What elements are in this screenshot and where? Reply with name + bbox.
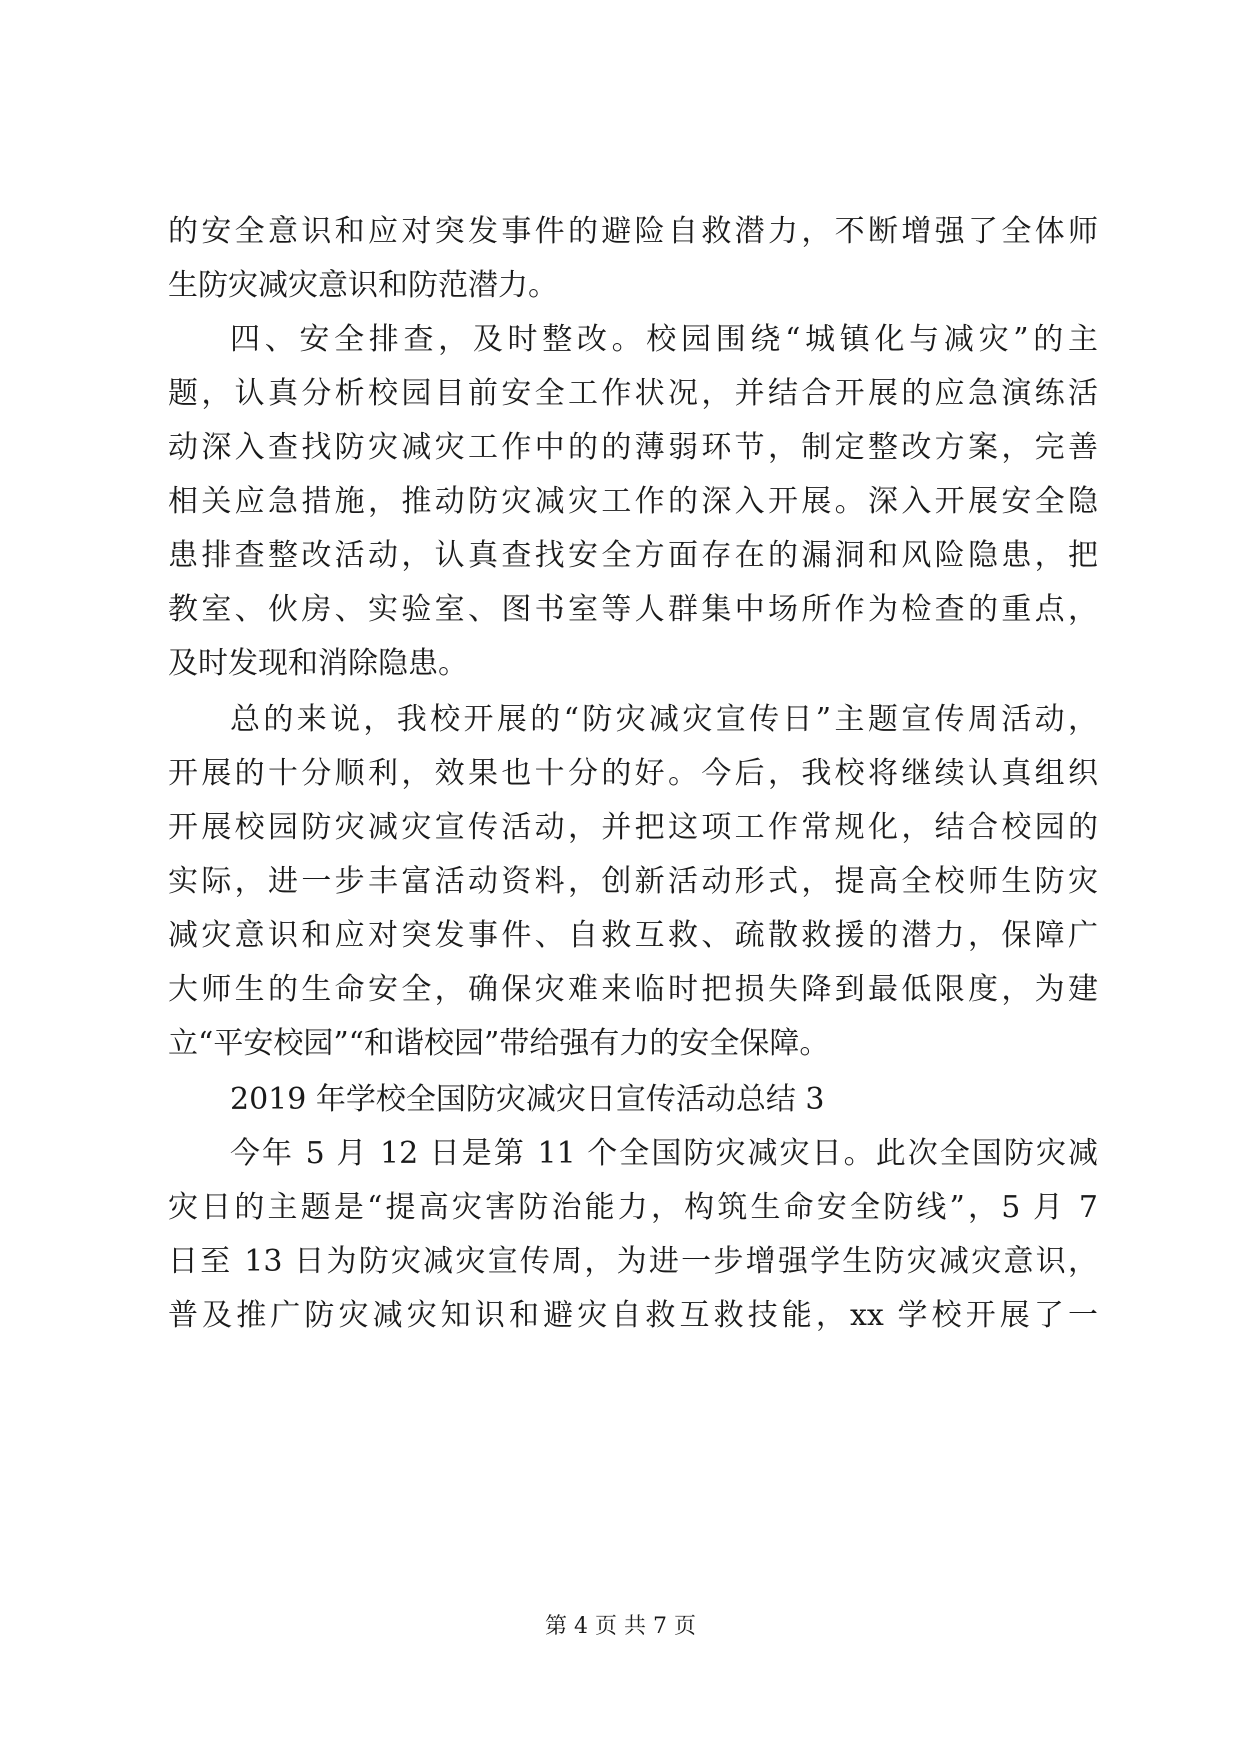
text-line: 普及推广防灾减灾知识和避灾自救互救技能，xx 学校开展了一 <box>168 1298 1098 1333</box>
text-line: 动深入查找防灾减灾工作中的的薄弱环节，制定整改方案，完善 <box>168 430 1098 465</box>
section-title: 2019 年学校全国防灾减灾日宣传活动总结 3 <box>230 1082 825 1117</box>
paragraph-start-line: 今年 5 月 12 日是第 11 个全国防灾减灾日。此次全国防灾减 <box>230 1136 1098 1171</box>
paragraph-heading-line: 四、安全排查，及时整改。校园围绕“城镇化与减灾”的主 <box>230 322 1098 357</box>
text-line: 减灾意识和应对突发事件、自救互救、疏散救援的潜力，保障广 <box>168 918 1098 953</box>
paragraph-start-line: 总的来说，我校开展的“防灾减灾宣传日”主题宣传周活动， <box>230 702 1098 737</box>
text-line: 日至 13 日为防灾减灾宣传周，为进一步增强学生防灾减灾意识， <box>168 1244 1098 1279</box>
text-line: 大师生的生命安全，确保灾难来临时把损失降到最低限度，为建 <box>168 972 1098 1007</box>
text-line: 相关应急措施，推动防灾减灾工作的深入开展。深入开展安全隐 <box>168 484 1098 519</box>
text-line: 开展校园防灾减灾宣传活动，并把这项工作常规化，结合校园的 <box>168 810 1098 845</box>
text-line: 患排查整改活动，认真查找安全方面存在的漏洞和风险隐患，把 <box>168 538 1098 573</box>
text-line: 及时发现和消除隐患。 <box>168 646 468 681</box>
text-line: 开展的十分顺利，效果也十分的好。今后，我校将继续认真组织 <box>168 756 1098 791</box>
text-line: 生防灾减灾意识和防范潜力。 <box>168 268 558 303</box>
text-line: 灾日的主题是“提高灾害防治能力，构筑生命安全防线”，5 月 7 <box>168 1190 1098 1225</box>
text-line: 实际，进一步丰富活动资料，创新活动形式，提高全校师生防灾 <box>168 864 1098 899</box>
text-line: 立“平安校园”“和谐校园”带给强有力的安全保障。 <box>168 1026 830 1061</box>
text-line: 题，认真分析校园目前安全工作状况，并结合开展的应急演练活 <box>168 376 1098 411</box>
page-number-footer: 第 4 页 共 7 页 <box>545 1614 696 1639</box>
text-line: 的安全意识和应对突发事件的避险自救潜力，不断增强了全体师 <box>168 214 1098 249</box>
text-line: 教室、伙房、实验室、图书室等人群集中场所作为检查的重点， <box>168 592 1098 627</box>
